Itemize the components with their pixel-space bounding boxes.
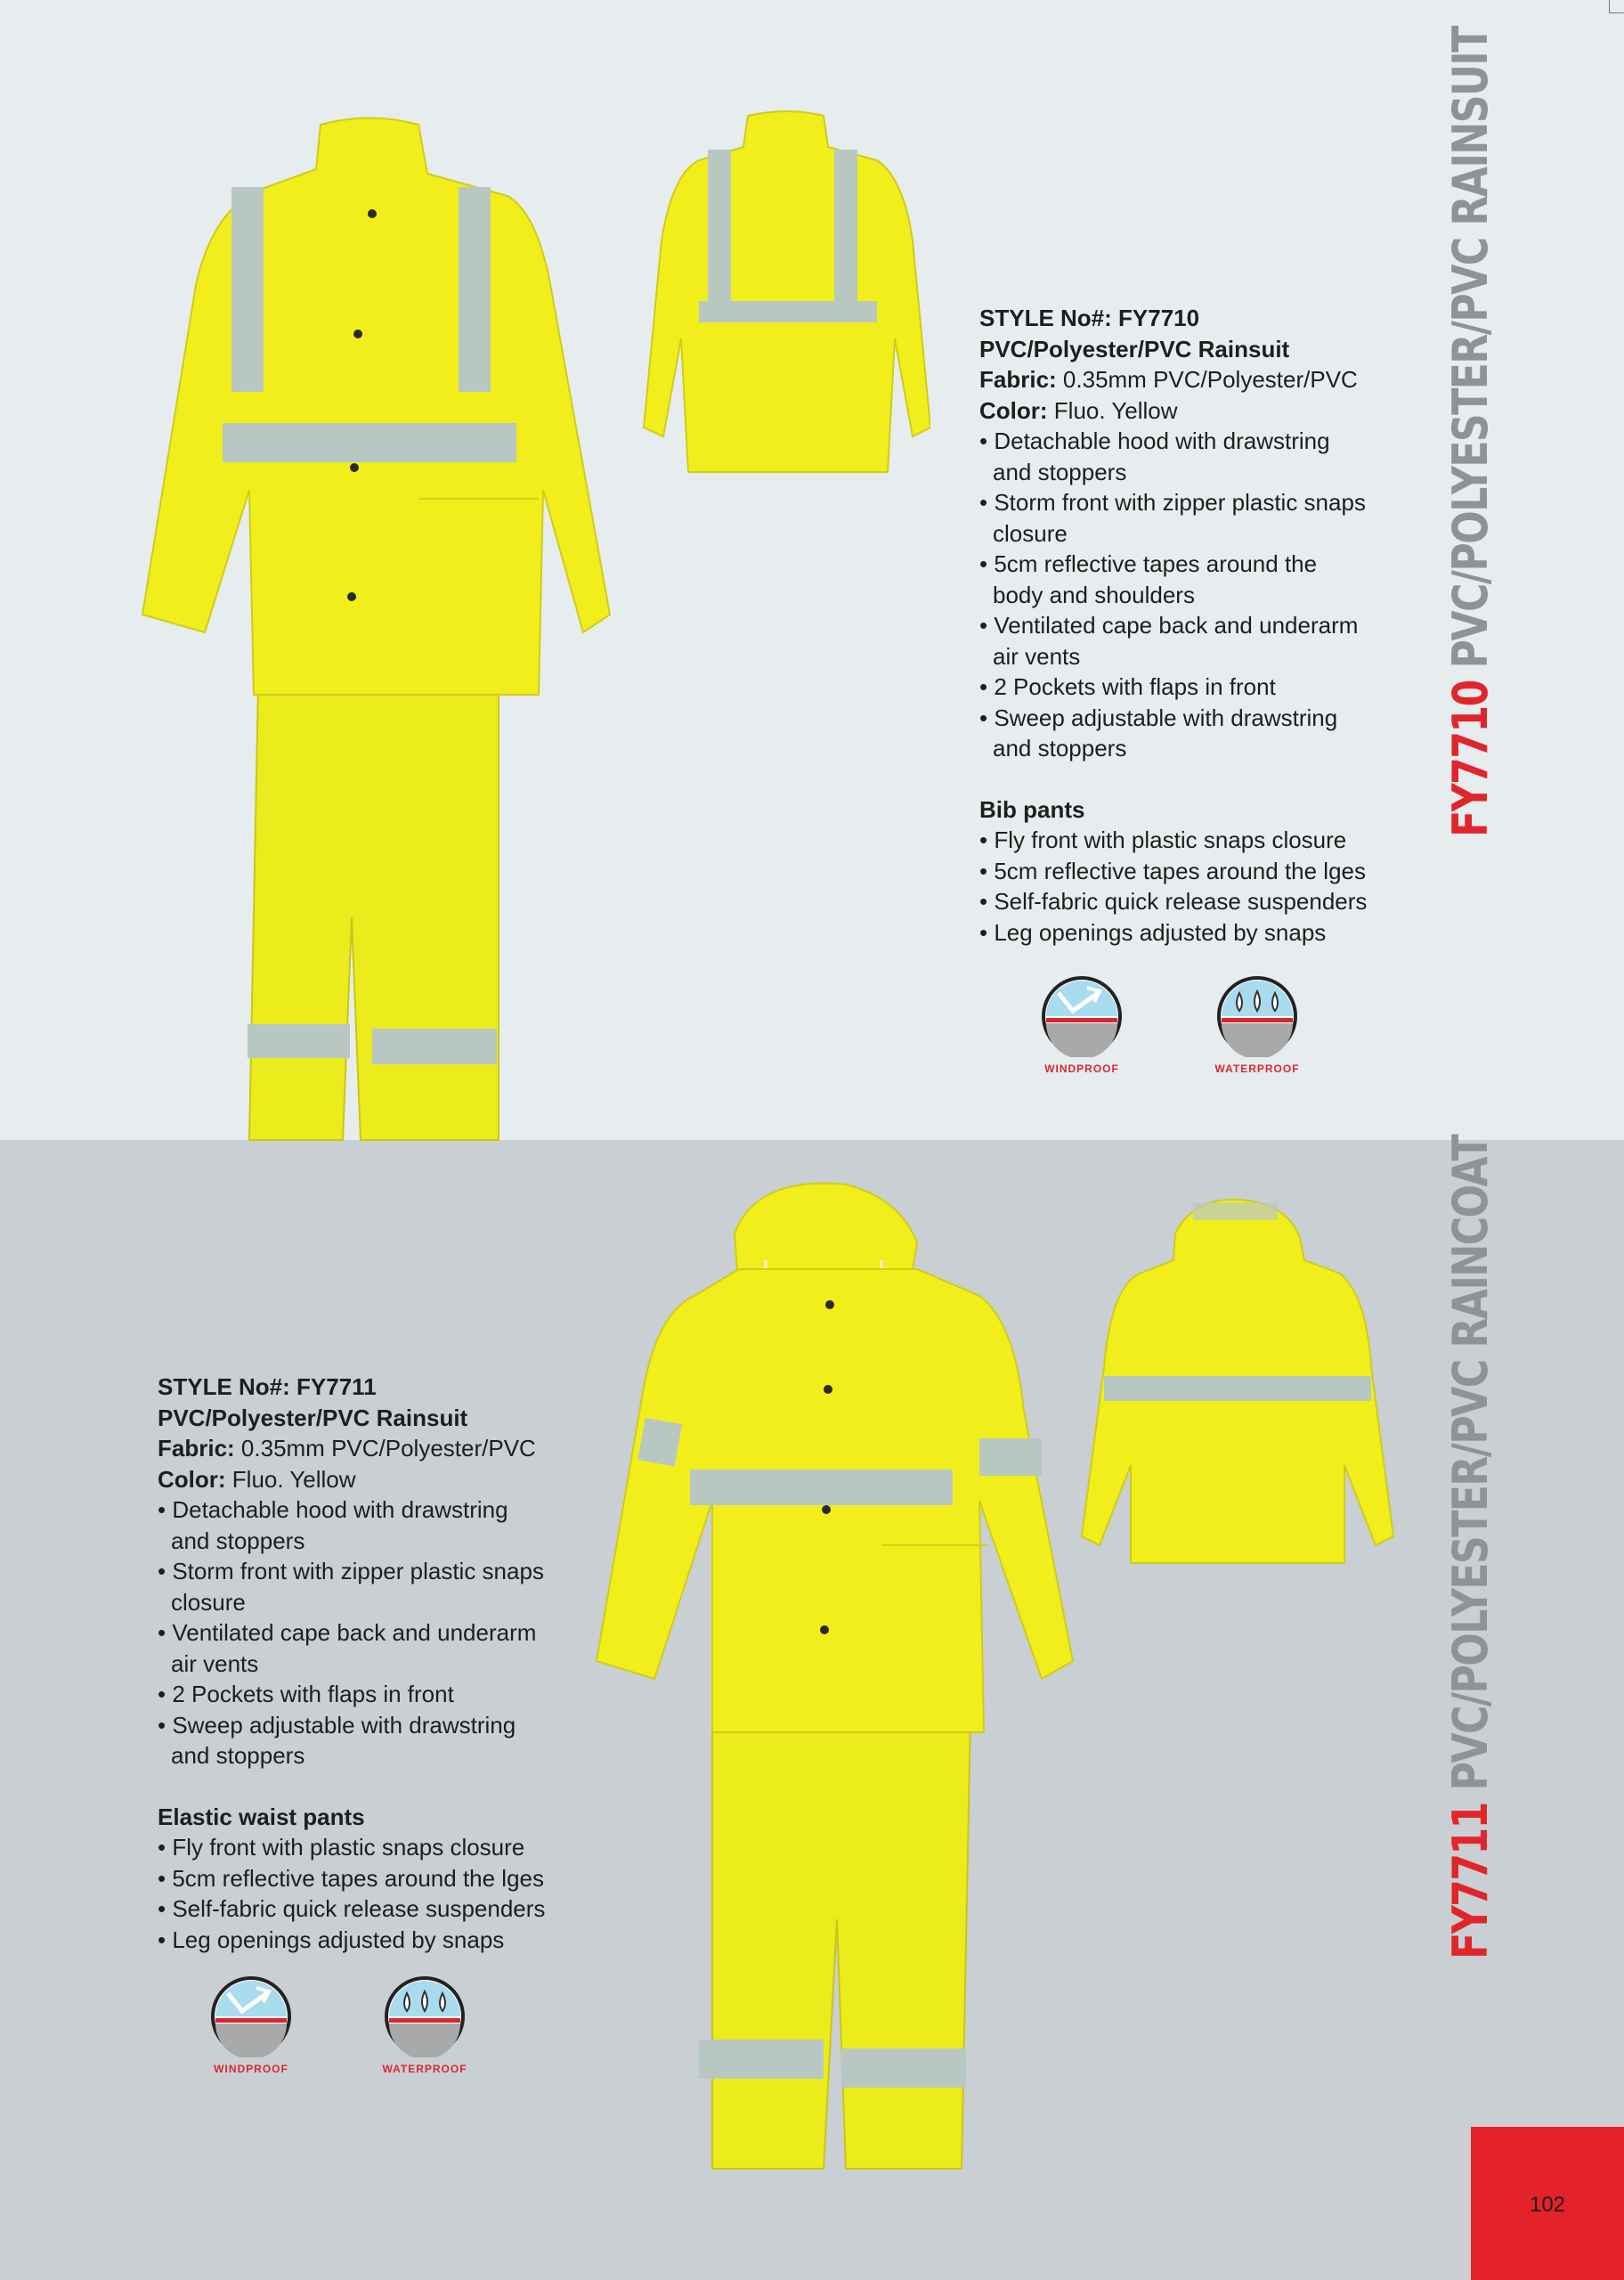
fy7711-pants-title: Elastic waist pants [158, 1803, 365, 1830]
page-number: 102 [1529, 2193, 1566, 2217]
feature-item: • Leg openings adjusted by snaps [979, 917, 1371, 949]
windproof-icon [210, 1975, 292, 2057]
feature-item: • Detachable hood with drawstring and stoppers [158, 1494, 549, 1556]
fy7710-windproof-badge [1033, 975, 1131, 1075]
page-number-box [1471, 2127, 1624, 2280]
waterproof-icon [1216, 975, 1298, 1057]
feature-item: • Detachable hood with drawstring and stoppers [979, 426, 1371, 487]
feature-item: • 2 Pockets with flaps in front [158, 1679, 549, 1710]
feature-item: • Leg openings adjusted by snaps [158, 1925, 549, 1956]
waterproof-icon [384, 1975, 466, 2057]
fy7710-jacket-features [979, 426, 1371, 764]
fy7710-waterproof-badge [1208, 975, 1306, 1075]
waterproof-label: WATERPROOF [382, 2063, 467, 2075]
fy7710-spec-block [979, 303, 1371, 948]
fy7711-windproof-badge [202, 1975, 300, 2075]
feature-item: • 5cm reflective tapes around the body and shoulders [979, 549, 1371, 610]
fy7711-vertical-title: FY7711 PVC/POLYESTER/PVC RAINCOAT [1442, 1135, 1498, 1959]
fy7710-style-line: STYLE No#: FY7710 [979, 305, 1200, 331]
windproof-icon [1041, 975, 1123, 1057]
fy7710-pants-features [979, 825, 1371, 948]
fy7711-waterproof-badge [376, 1975, 474, 2075]
feature-item: • 2 Pockets with flaps in front [979, 672, 1371, 703]
feature-item: • Sweep adjustable with drawstring and stoppers [979, 703, 1371, 764]
fy7710-pants-title: Bib pants [979, 795, 1085, 823]
fy7711-jacket-features [158, 1494, 549, 1771]
feature-item: • Storm front with zipper plastic snaps closure [158, 1556, 549, 1617]
fy7710-back-jacket-image [637, 107, 930, 481]
feature-item: • Self-fabric quick release suspenders [979, 886, 1371, 917]
fy7711-fabric: Fabric: 0.35mm PVC/Polyester/PVC [158, 1435, 536, 1462]
fy7711-back-jacket-image [1077, 1198, 1398, 1572]
fy7710-vertical-title: FY7710 PVC/POLYESTER/PVC RAINSUIT [1442, 27, 1498, 837]
fy7711-front-suit-image [588, 1180, 1086, 2186]
fy7711-style-line: STYLE No#: FY7711 [158, 1373, 377, 1400]
feature-item: • Fly front with plastic snaps closure [979, 825, 1371, 856]
feature-item: • 5cm reflective tapes around the lges [158, 1863, 549, 1894]
crop-mark [1609, 0, 1624, 13]
feature-item: • 5cm reflective tapes around the lges [979, 856, 1371, 887]
fy7711-product-name: PVC/Polyester/PVC Rainsuit [158, 1404, 468, 1431]
fy7711-color: Color: Fluo. Yellow [158, 1465, 356, 1493]
waterproof-label: WATERPROOF [1214, 1063, 1300, 1075]
fy7710-front-suit-image [134, 116, 614, 1167]
fy7710-product-name: PVC/Polyester/PVC Rainsuit [979, 335, 1290, 362]
fy7710-color: Color: Fluo. Yellow [979, 396, 1178, 424]
fy7711-pants-features [158, 1832, 549, 1955]
fy7711-spec-block [158, 1372, 549, 1955]
feature-item: • Storm front with zipper plastic snaps closure [979, 487, 1371, 549]
windproof-label: WINDPROOF [214, 2063, 288, 2075]
feature-item: • Ventilated cape back and underarm air vents [158, 1617, 549, 1679]
feature-item: • Sweep adjustable with drawstring and stoppers [158, 1710, 549, 1771]
feature-item: • Self-fabric quick release suspenders [158, 1893, 549, 1925]
windproof-label: WINDPROOF [1044, 1063, 1119, 1075]
fy7710-fabric: Fabric: 0.35mm PVC/Polyester/PVC [979, 366, 1358, 393]
feature-item: • Fly front with plastic snaps closure [158, 1832, 549, 1863]
feature-item: • Ventilated cape back and underarm air vents [979, 610, 1371, 672]
